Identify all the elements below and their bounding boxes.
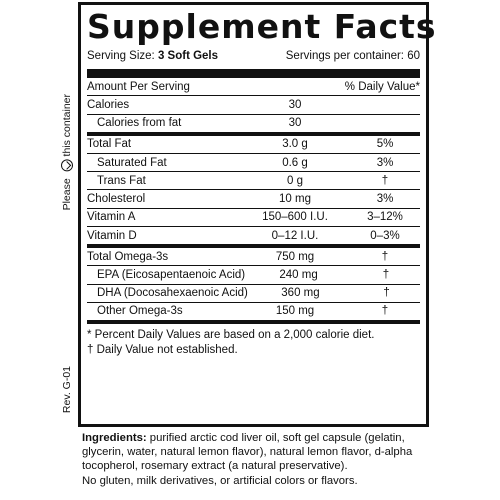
table-row xyxy=(87,96,420,114)
ingredients-list xyxy=(82,431,432,474)
header-amount-per-serving: Amount Per Serving xyxy=(87,80,190,93)
serving-size-label: Serving Size: xyxy=(87,50,158,62)
revision-text: Rev. G-01 xyxy=(61,365,73,414)
table-row xyxy=(87,190,420,208)
side-label xyxy=(54,52,80,452)
row-dv: † xyxy=(381,174,389,187)
ingredients-block xyxy=(82,431,432,488)
row-name: Trans Fat xyxy=(97,174,146,187)
row-amount: 240 mg xyxy=(279,269,318,282)
row-name: Saturated Fat xyxy=(97,156,167,169)
revision-code xyxy=(59,367,75,412)
row-name: Vitamin D xyxy=(87,229,137,242)
serving-size-value: 3 Soft Gels xyxy=(157,50,219,62)
panel-title: Supplement Facts xyxy=(87,7,437,46)
row-name: Cholesterol xyxy=(87,193,146,206)
row-amount: 750 mg xyxy=(275,250,315,263)
row-dv: 5% xyxy=(376,138,394,151)
row-dv: 3% xyxy=(376,193,394,206)
table-row xyxy=(87,227,420,248)
row-name: Calories from fat xyxy=(97,117,182,130)
row-dv: † xyxy=(381,305,389,318)
table-row xyxy=(87,209,420,227)
recycle-text-2: this container xyxy=(61,93,73,157)
serving-info xyxy=(87,49,420,78)
table-row xyxy=(87,266,420,284)
supplement-facts-panel xyxy=(78,2,437,427)
row-dv: † xyxy=(383,287,390,300)
row-name: Total Fat xyxy=(87,138,132,151)
row-amount: 150 mg xyxy=(275,305,315,318)
ingredients-label: Ingredients: xyxy=(82,432,147,444)
servings-per-container: Servings per container: 60 xyxy=(285,50,420,62)
table-row xyxy=(87,136,420,154)
row-name: DHA (Docosahexaenoic Acid) xyxy=(97,287,248,300)
row-name: Other Omega-3s xyxy=(97,305,183,318)
row-dv: 3% xyxy=(376,156,394,169)
table-row xyxy=(87,154,420,172)
row-amount: 0 g xyxy=(287,174,303,187)
row-name: Total Omega-3s xyxy=(87,250,169,263)
footnote-not-established: † Daily Value not established. xyxy=(87,343,238,356)
row-dv: † xyxy=(382,269,390,282)
row-amount: 30 xyxy=(288,98,302,111)
ingredients-text: purified arctic cod liver oil, soft gel capsule (gelatin, glycerin, water, natural lemon flavor), natural lemon flavor, d-alpha tocopherol, rosemary extract (a natural preservative). xyxy=(82,432,413,473)
table-row xyxy=(87,303,420,324)
recycle-text: Please xyxy=(61,178,73,211)
serving-size xyxy=(87,49,218,64)
row-dv: 3–12% xyxy=(367,211,403,224)
table-row xyxy=(87,115,420,136)
table-row xyxy=(87,172,420,190)
header-daily-value: % Daily Value* xyxy=(344,80,420,93)
row-amount: 30 xyxy=(288,117,302,130)
row-dv: † xyxy=(381,250,389,263)
row-amount: 0–12 I.U. xyxy=(271,229,319,242)
recycle-notice xyxy=(59,72,75,232)
row-name: EPA (Eicosapentaenoic Acid) xyxy=(97,269,246,282)
recycle-icon xyxy=(61,159,73,171)
row-name: Calories xyxy=(87,98,130,111)
table-header xyxy=(87,78,420,96)
row-dv: 0–3% xyxy=(370,229,400,242)
allergen-note: No gluten, milk derivatives, or artificial colors or flavors. xyxy=(82,474,358,487)
row-amount: 150–600 I.U. xyxy=(262,211,328,224)
footnotes xyxy=(87,324,420,358)
row-amount: 0.6 g xyxy=(282,156,308,169)
row-amount: 10 mg xyxy=(279,193,311,206)
table-row xyxy=(87,285,420,303)
table-row xyxy=(87,248,420,266)
row-amount: 3.0 g xyxy=(282,138,308,151)
row-amount: 360 mg xyxy=(281,287,320,300)
row-name: Vitamin A xyxy=(87,211,136,224)
footnote-daily-values: * Percent Daily Values are based on a 2,000 calorie diet. xyxy=(87,328,375,341)
